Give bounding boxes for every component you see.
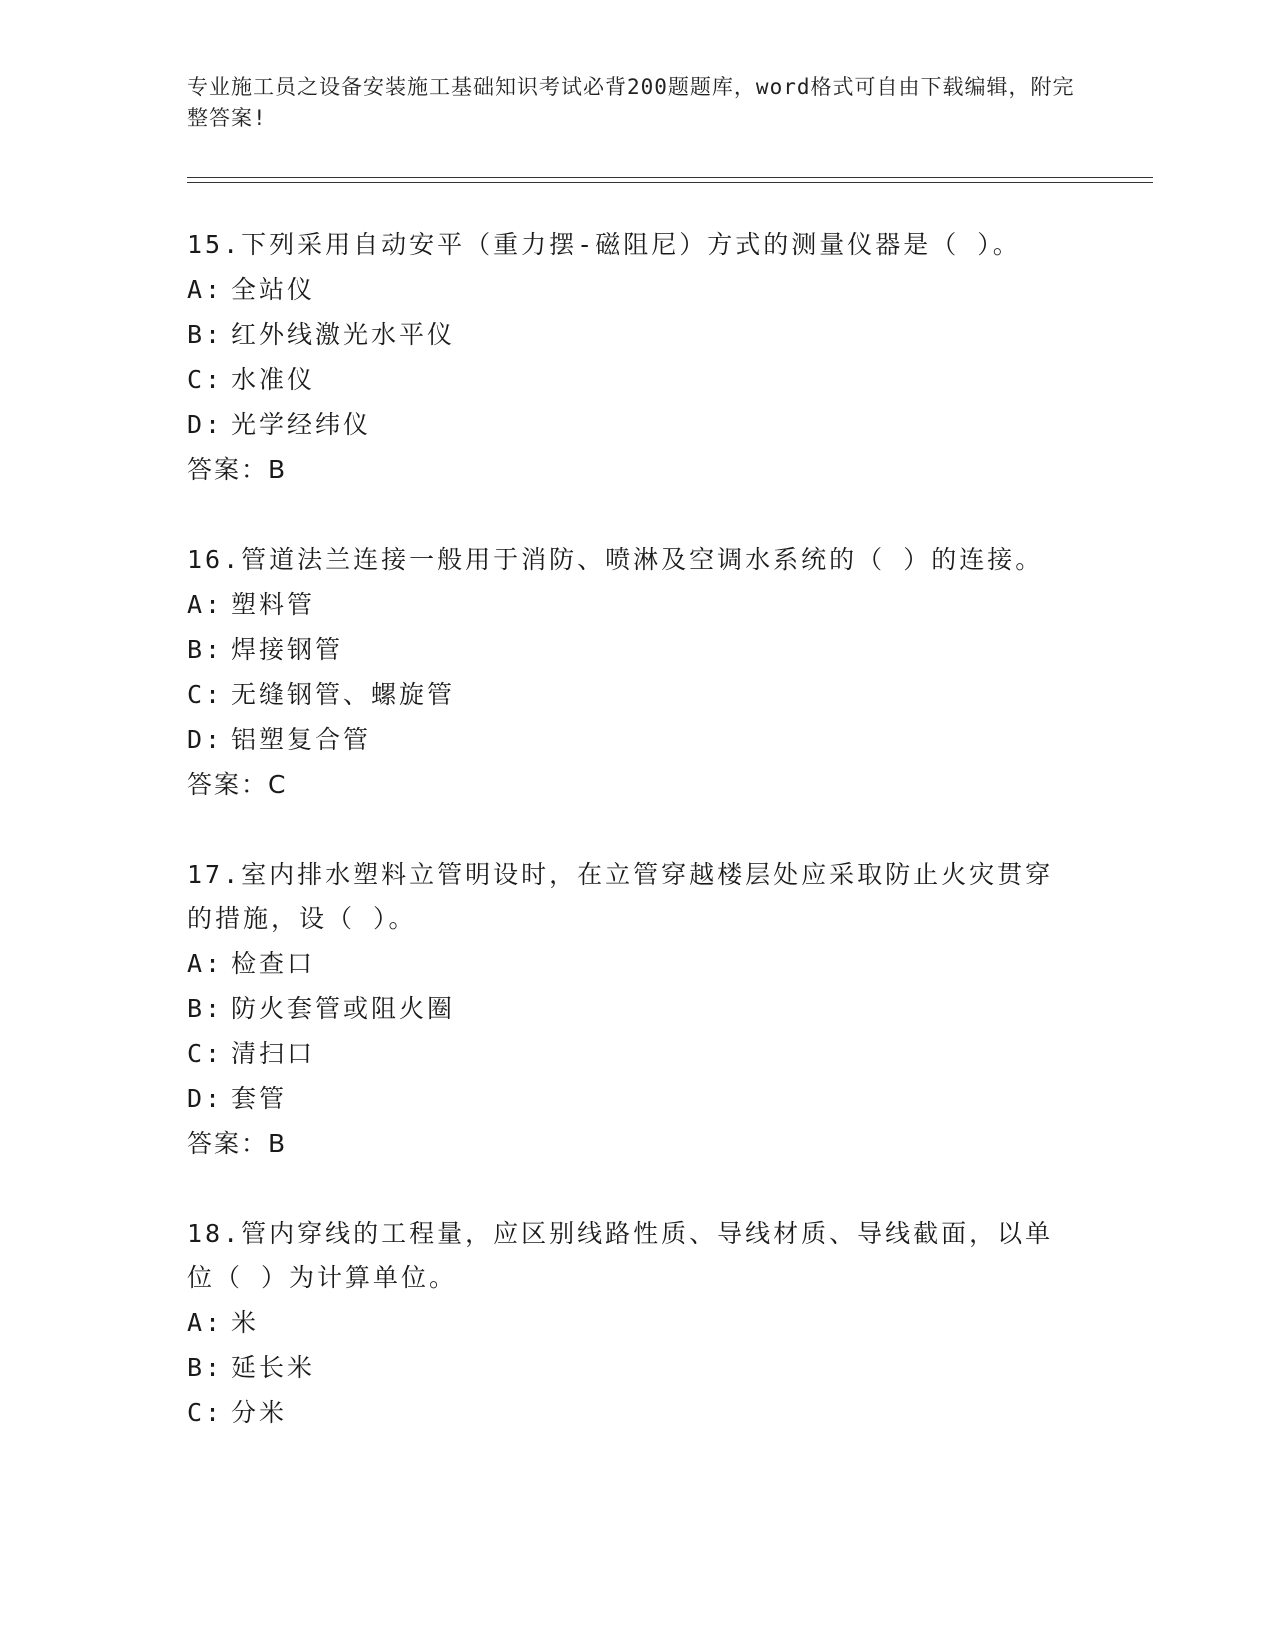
option-letter: B: [187,320,224,349]
question-16 [187,538,1067,807]
option-a [187,1300,1067,1345]
option-c [187,1031,1067,1076]
option-text: 检查口 [231,949,316,978]
option-letter: B: [187,994,224,1023]
option-text: 全站仪 [231,275,316,304]
option-a [187,267,1067,312]
option-text: 光学经纬仪 [231,410,372,439]
option-b [187,312,1067,357]
option-b [187,986,1067,1031]
option-letter: A: [187,1308,224,1337]
option-text: 塑料管 [231,590,316,619]
page-header: 专业施工员之设备安装施工基础知识考试必背200题题库，word格式可自由下载编辑，附完整答案! [187,75,1075,130]
option-letter: C: [187,1398,224,1427]
option-letter: C: [187,365,224,394]
option-letter: B: [187,635,224,664]
option-d [187,402,1067,447]
option-text: 米 [231,1308,260,1337]
option-c [187,672,1067,717]
option-letter: B: [187,1353,224,1382]
header-divider [187,177,1153,178]
question-stem: 16.管道法兰连接一般用于消防、喷淋及空调水系统的（ ）的连接。 [187,545,1044,574]
option-letter: C: [187,1039,224,1068]
option-b [187,627,1067,672]
option-b [187,1345,1067,1390]
option-letter: D: [187,1084,224,1113]
answer-line: 答案：B [187,1129,288,1158]
option-text: 清扫口 [231,1039,316,1068]
option-text: 延长米 [231,1353,316,1382]
option-a [187,941,1067,986]
answer-line: 答案：B [187,455,288,484]
option-text: 水准仪 [231,365,316,394]
question-15 [187,223,1067,492]
option-letter: A: [187,949,224,978]
option-text: 套管 [231,1084,288,1113]
option-letter: A: [187,275,224,304]
option-letter: A: [187,590,224,619]
option-d [187,717,1067,762]
option-letter: C: [187,680,224,709]
option-text: 红外线激光水平仪 [231,320,456,349]
option-c [187,357,1067,402]
option-text: 无缝钢管、螺旋管 [231,680,456,709]
option-c [187,1390,1067,1435]
option-a [187,582,1067,627]
option-letter: D: [187,725,224,754]
option-letter: D: [187,410,224,439]
option-d [187,1076,1067,1121]
option-text: 焊接钢管 [231,635,344,664]
question-stem: 18.管内穿线的工程量，应区别线路性质、导线材质、导线截面，以单位（ ）为计算单位。 [187,1219,1054,1292]
question-18 [187,1212,1067,1435]
question-17 [187,853,1067,1166]
option-text: 铝塑复合管 [231,725,372,754]
question-stem: 15.下列采用自动安平（重力摆-磁阻尼）方式的测量仪器是（ ）。 [187,230,1021,259]
option-text: 分米 [231,1398,288,1427]
answer-line: 答案：C [187,770,288,799]
option-text: 防火套管或阻火圈 [231,994,456,1023]
question-stem: 17.室内排水塑料立管明设时，在立管穿越楼层处应采取防止火灾贯穿的措施，设（ ）。 [187,860,1054,933]
header-divider-double [187,182,1153,183]
